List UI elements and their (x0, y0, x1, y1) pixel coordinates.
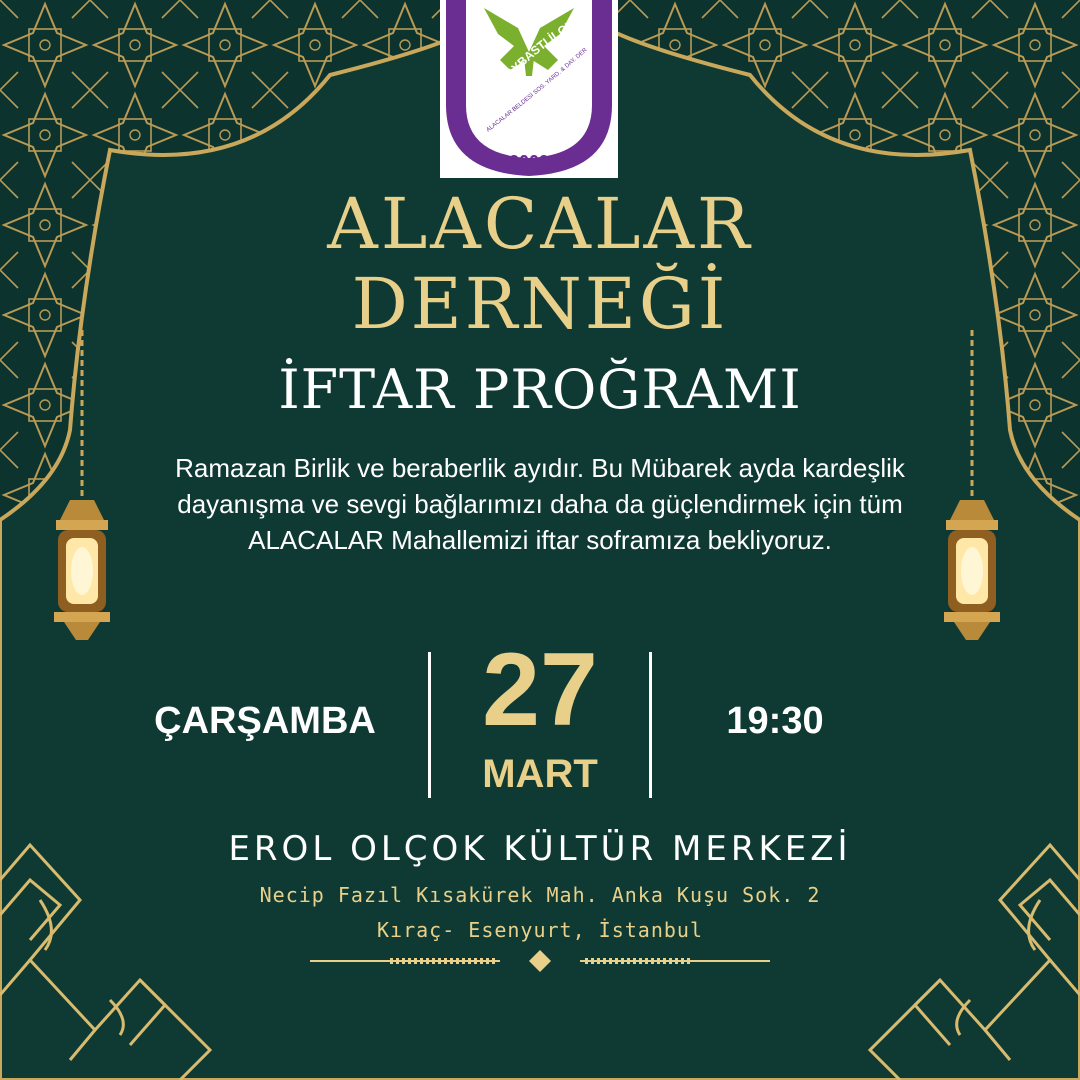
lantern-icon (944, 500, 1000, 640)
lantern-icon (54, 500, 110, 640)
event-time: 19:30 (726, 700, 824, 742)
event-day: 27 (482, 632, 598, 748)
event-title: İFTAR PROĞRAMI (278, 358, 802, 421)
association-logo (440, 0, 618, 178)
logo-arc-text: ORDU İLİ AYBASTI İLÇESİ (465, 11, 587, 122)
logo-sub-text: ALACALAR BELDESİ SOS. YARD. & DAY. DER (485, 47, 589, 134)
event-description: Ramazan Birlik ve beraberlik ayıdır. Bu Mübarek ayda kardeşlik dayanışma ve sevgi bağlarımızı daha da güçlendirmek için tüm ALACALAR Mahallemizi iftar soframıza bekliyoruz. (175, 453, 905, 555)
date-divider-left (428, 652, 431, 798)
divider-ornament (310, 946, 770, 976)
venue-address-line2: Kıraç- Esenyurt, İstanbul (376, 918, 704, 942)
logo-year: 2009 (508, 152, 550, 172)
event-month: MART (482, 752, 598, 796)
event-weekday: ÇARŞAMBA (154, 700, 376, 742)
venue-address-line1: Necip Fazıl Kısakürek Mah. Anka Kuşu Sok. 2 (259, 883, 821, 907)
organization-name-line2: DERNEĞİ (351, 263, 729, 345)
organization-name-line1: ALACALAR (327, 183, 753, 265)
date-divider-right (649, 652, 652, 798)
venue-name: EROL OLÇOK KÜLTÜR MERKEZİ (228, 829, 852, 869)
